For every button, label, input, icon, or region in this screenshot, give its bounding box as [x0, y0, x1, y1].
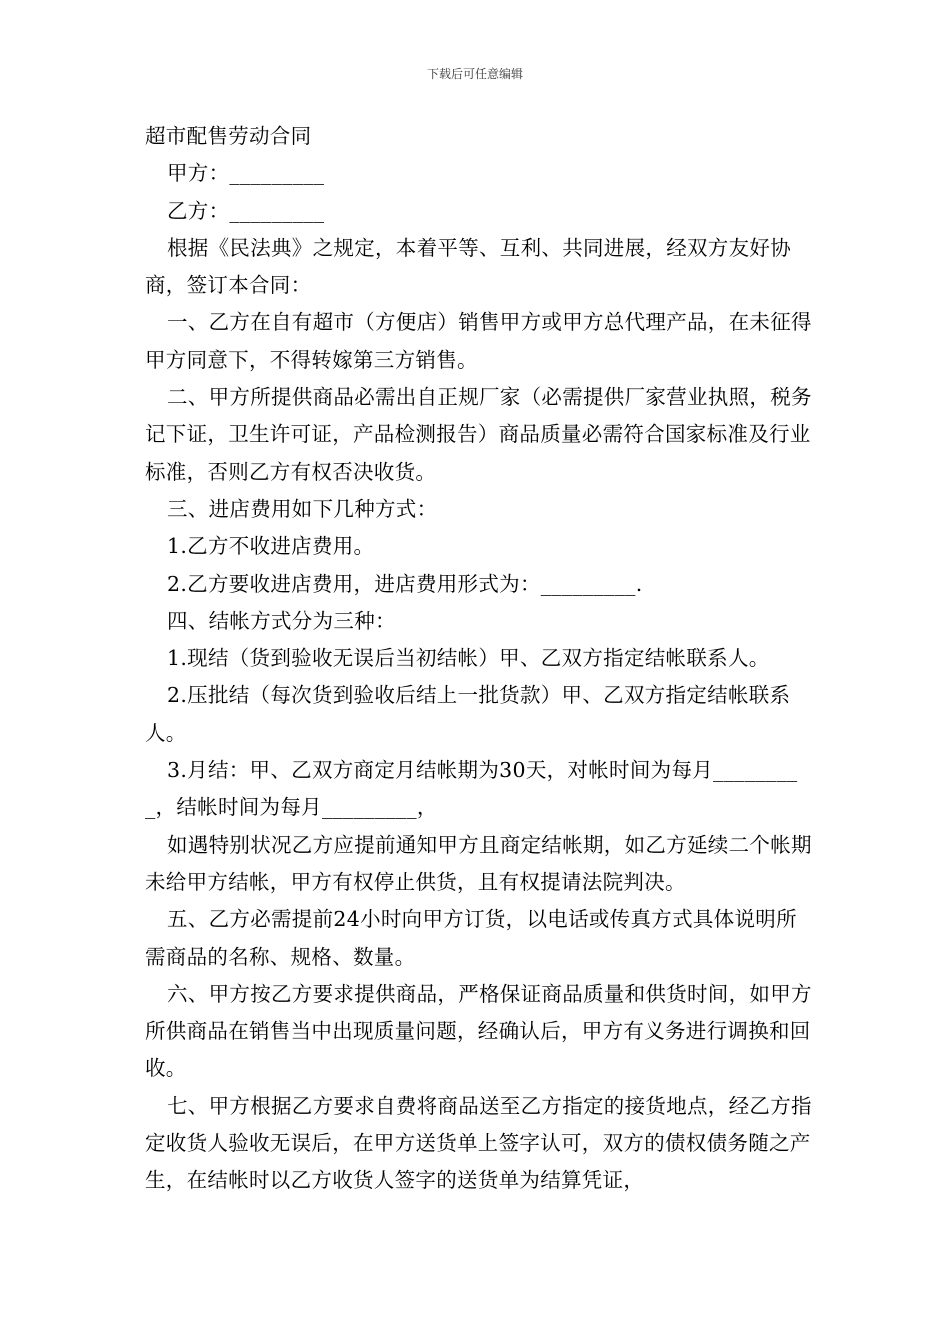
clause-7-paragraph: 七、甲方根据乙方要求自费将商品送至乙方指定的接货地点，经乙方指定收货人验收无误后，在甲方送货单上签字认可，双方的债权债务随之产生，在结帐时以乙方收货人签字的送货单为结算凭证， — [145, 1093, 812, 1193]
clause-5-paragraph: 五、乙方必需提前24小时向甲方订货，以电话或传真方式具体说明所需商品的名称、规格、数量。 — [145, 907, 797, 969]
party-b-line: 乙方：_________ — [167, 198, 325, 223]
clause-1-paragraph: 一、乙方在自有超市（方便店）销售甲方或甲方总代理产品，在未征得甲方同意下，不得转嫁第三方销售。 — [145, 310, 812, 372]
clause-3-item-2: 2.乙方要收进店费用，进店费用形式为：_________. — [167, 571, 643, 596]
preamble-paragraph: 根据《民法典》之规定，本着平等、互利、共同进展，经双方友好协商，签订本合同： — [145, 235, 791, 298]
document-body — [145, 118, 817, 1200]
clause-4-item-2: 2.压批结（每次货到验收后结上一批货款）甲、乙双方指定结帐联系人。 — [145, 683, 791, 745]
clause-4-heading: 四、结帐方式分为三种： — [167, 608, 396, 633]
clause-6-paragraph: 六、甲方按乙方要求提供商品，严格保证商品质量和供货时间，如甲方所供商品在销售当中出现质量问题，经确认后，甲方有义务进行调换和回收。 — [145, 981, 812, 1081]
clause-4-note: 如遇特别状况乙方应提前通知甲方且商定结帐期，如乙方延续二个帐期未给甲方结帐，甲方有权停止供货，且有权提请法院判决。 — [145, 832, 812, 894]
clause-3-item-1: 1.乙方不收进店费用。 — [167, 534, 375, 559]
party-a-line: 甲方：_________ — [167, 161, 325, 186]
clause-2-paragraph: 二、甲方所提供商品必需出自正规厂家（必需提供厂家营业执照，税务记下证，卫生许可证，产品检测报告）商品质量必需符合国家标准及行业标准，否则乙方有权否决收货。 — [145, 385, 812, 484]
page-header: 下载后可任意编辑 — [426, 67, 523, 81]
clause-4-item-3: 3.月结：甲、乙双方商定月结帐期为30天，对帐时间为每月_________，结帐时间为每月_________， — [145, 758, 798, 820]
clause-3-heading: 三、进店费用如下几种方式： — [167, 496, 438, 521]
clause-4-item-1: 1.现结（货到验收无误后当初结帐）甲、乙双方指定结帐联系人。 — [167, 646, 770, 671]
document-title: 超市配售劳动合同 — [145, 124, 312, 148]
